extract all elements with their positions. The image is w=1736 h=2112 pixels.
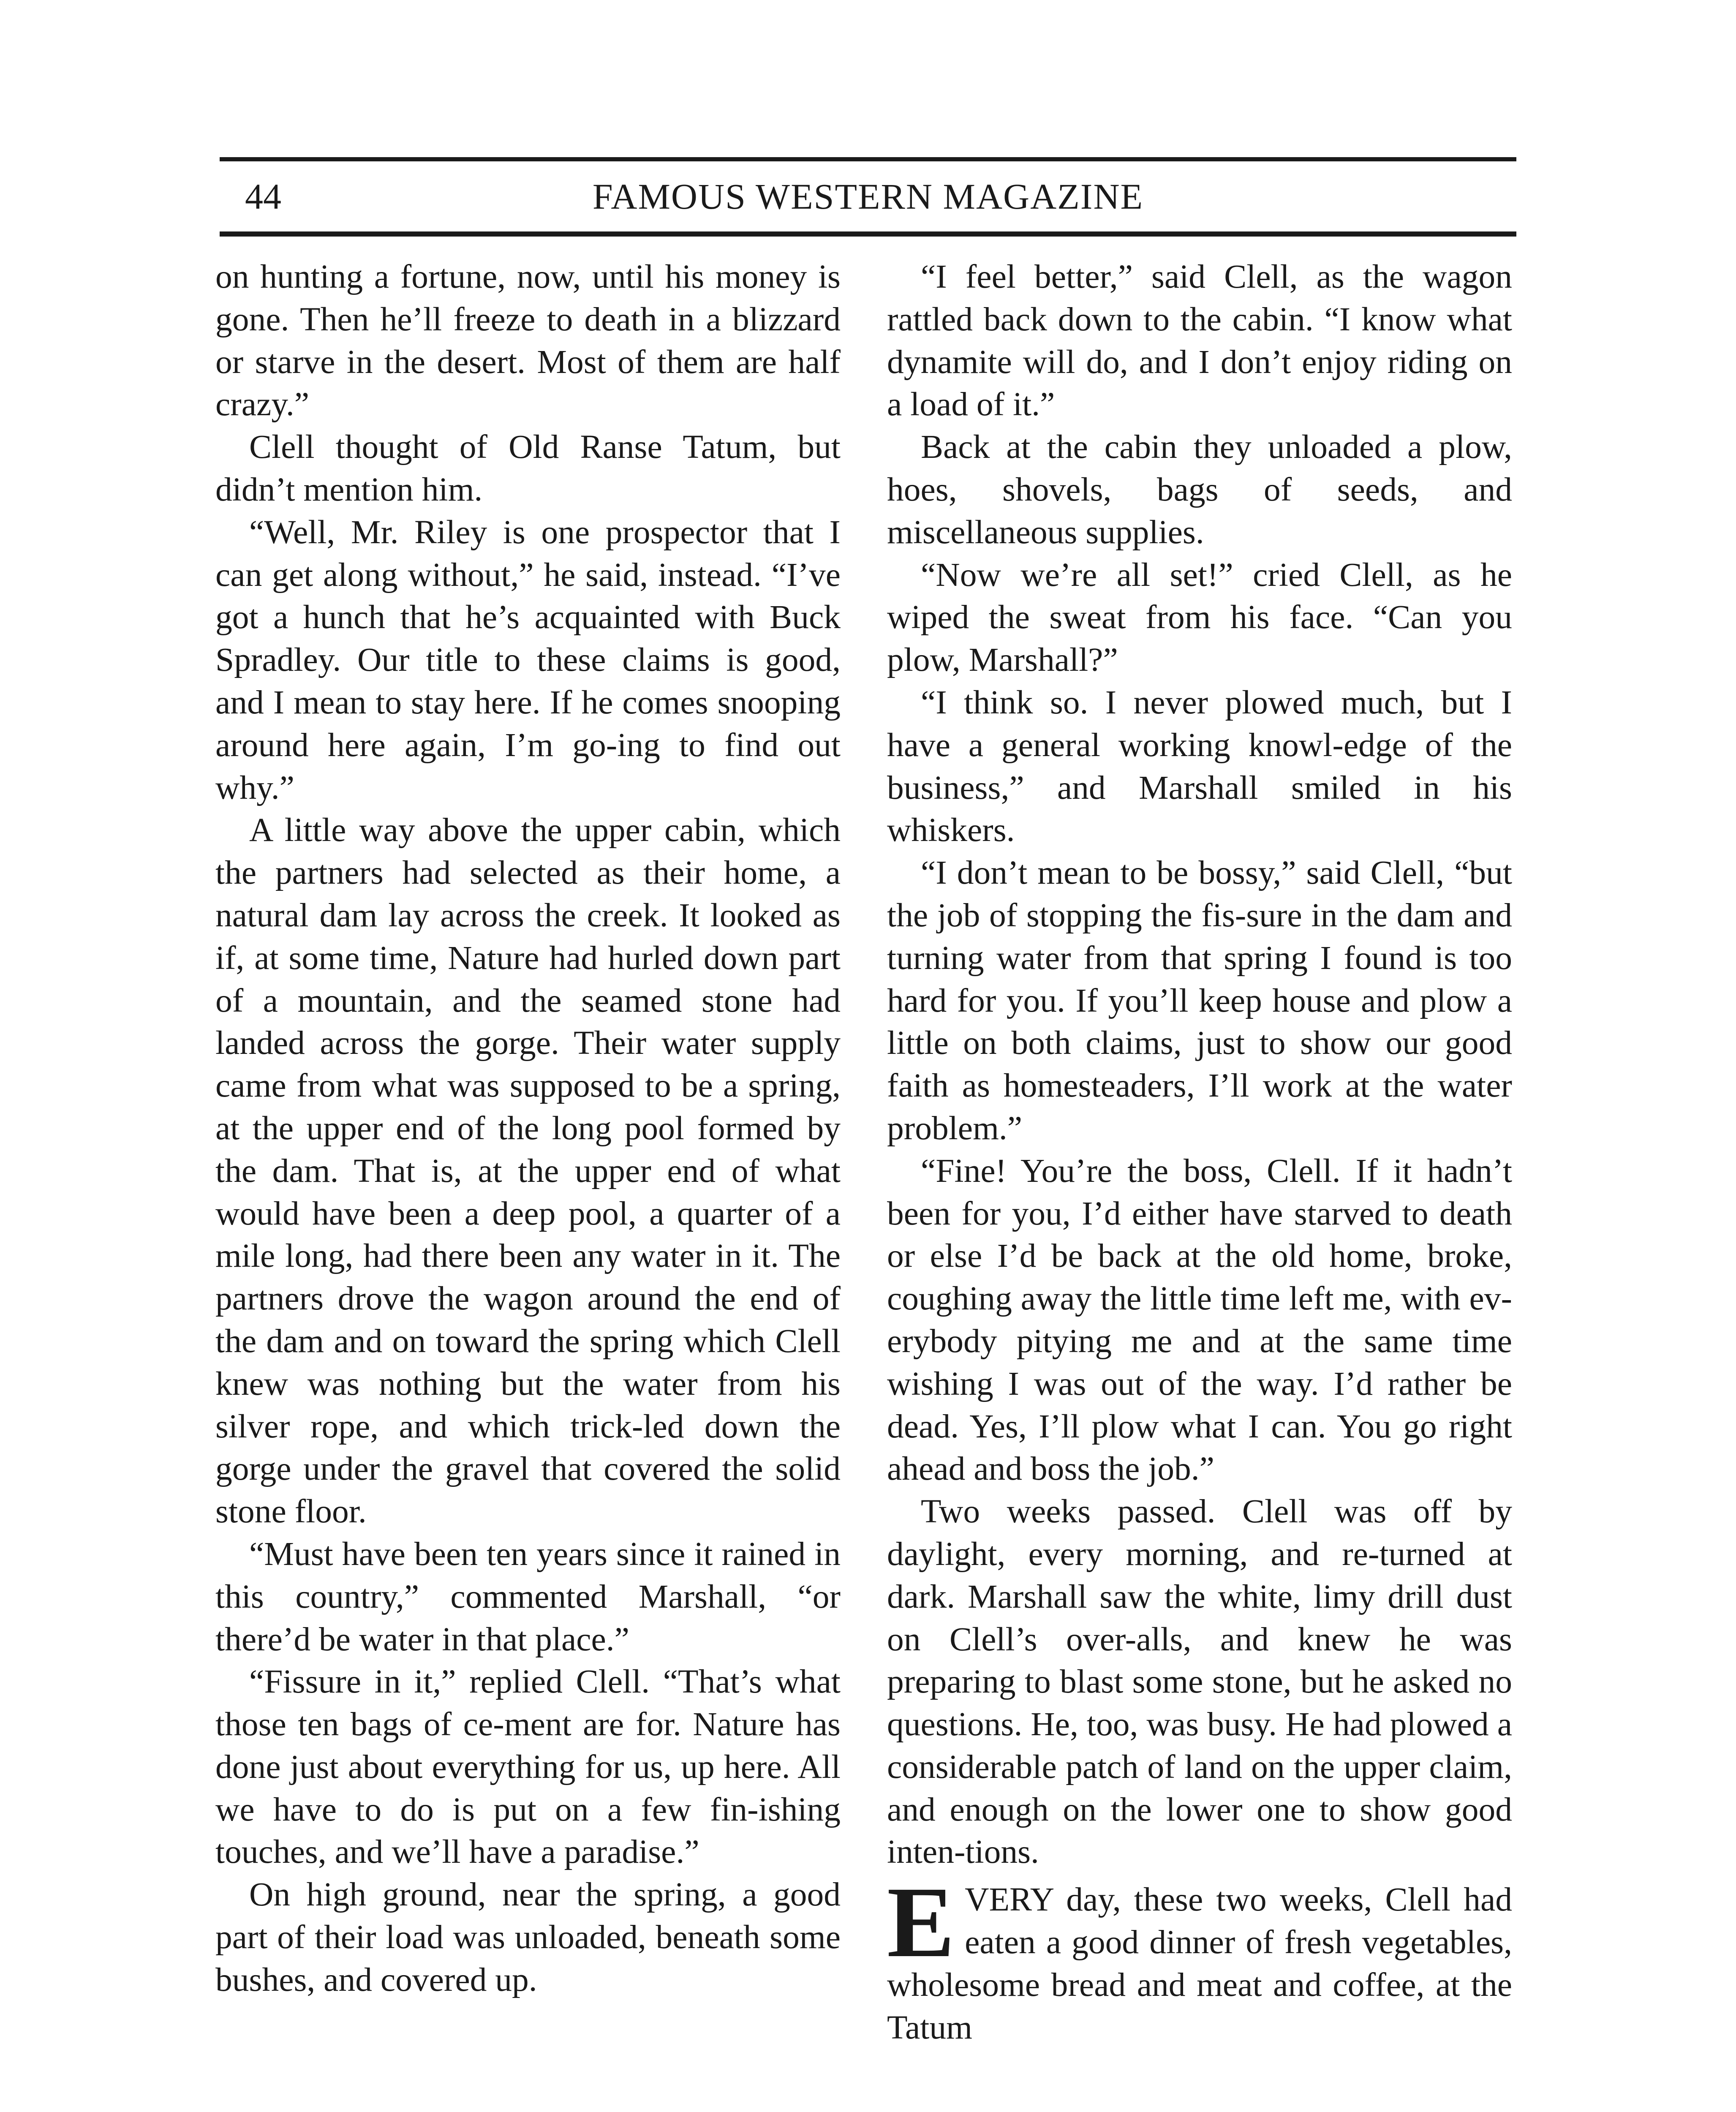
paragraph: on hunting a fortune, now, until his money is gone. Then he’ll freeze to death in a blizzard or starve in the desert. Most of them are half crazy.” <box>215 258 841 423</box>
section-opening-text: VERY day, these two weeks, Clell had eaten a good dinner of fresh vegetables, wholesome bread and meat and coffee, at the Tatum <box>887 1881 1512 2046</box>
paragraph: “I think so. I never plowed much, but I have a general working knowl-edge of the business,” and Marshall smiled in his whiskers. <box>887 683 1512 849</box>
paragraph: “Well, Mr. Riley is one prospector that I can get along without,” he said, instead. “I’ve got a hunch that he’s acquainted with Buck Spradley. Our title to these claims is good, and I mean to stay here. If he comes snooping around here again, I’m go-ing to find out why.” <box>215 513 841 806</box>
paragraph: “Must have been ten years since it rained in this country,” commented Marshall, “or there’d be water in that place.” <box>215 1535 841 1658</box>
header-top-rule <box>220 157 1516 161</box>
paragraph: “Now we’re all set!” cried Clell, as he wiped the sweat from his face. “Can you plow, Marshall?” <box>887 556 1512 679</box>
left-column <box>215 256 841 2112</box>
paragraph: On high ground, near the spring, a good part of their load was unloaded, beneath some bushes, and covered up. <box>215 1876 841 1998</box>
running-title: FAMOUS WESTERN MAGAZINE <box>592 176 1144 217</box>
paragraph: Clell thought of Old Ranse Tatum, but didn’t mention him. <box>215 428 841 508</box>
section-opening-paragraph <box>887 1866 1512 2049</box>
paragraph: “Fissure in it,” replied Clell. “That’s what those ten bags of ce-ment are for. Nature has done just about everything for us, up here. All we have to do is put on a few fin-ishing touches, and we’ll have a paradise.” <box>215 1663 841 1871</box>
page-number: 44 <box>245 176 281 217</box>
header-bottom-rule <box>220 231 1516 237</box>
right-column <box>887 256 1512 2112</box>
running-header <box>220 169 1516 224</box>
paragraph: “I feel better,” said Clell, as the wagon rattled back down to the cabin. “I know what dynamite will do, and I don’t enjoy riding on a load of it.” <box>887 258 1512 423</box>
paragraph: Back at the cabin they unloaded a plow, hoes, shovels, bags of seeds, and miscellaneous supplies. <box>887 428 1512 551</box>
right-column-paragraphs <box>887 256 1512 1873</box>
paragraph: “I don’t mean to be bossy,” said Clell, “but the job of stopping the fis-sure in the dam and turning water from that spring I found is too hard for you. If you’ll keep house and plow a little on both claims, just to show our good faith as homesteaders, I’ll work at the water problem.” <box>887 854 1512 1147</box>
paragraph: A little way above the upper cabin, which the partners had selected as their home, a natural dam lay across the creek. It looked as if, at some time, Nature had hurled down part of a mountain, and the seamed stone had landed across the gorge. Their water supply came from what was supposed to be a spring, at the upper end of the long pool formed by the dam. That is, at the upper end of what would have been a deep pool, a quarter of a mile long, had there been any water in it. The partners drove the wagon around the end of the dam and on toward the spring which Clell knew was nothing but the water from his silver rope, and which trick-led down the gorge under the gravel that covered the solid stone floor. <box>215 811 841 1530</box>
paragraph: “Fine! You’re the boss, Clell. If it hadn’t been for you, I’d either have starved to death or else I’d be back at the old home, broke, coughing away the little time left me, with ev-erybody pitying me and at the same time wishing I was out of the way. I’d rather be dead. Yes, I’ll plow what I can. You go right ahead and boss the job.” <box>887 1152 1512 1488</box>
paragraph: Two weeks passed. Clell was off by daylight, every morning, and re-turned at dark. Marshall saw the white, limy drill dust on Clell’s over-alls, and knew he was preparing to blast some stone, but he asked no questions. He, too, was busy. He had plowed a considerable patch of land on the upper claim, and enough on the lower one to show good inten-tions. <box>887 1493 1512 1871</box>
drop-cap: E <box>887 1866 955 1979</box>
